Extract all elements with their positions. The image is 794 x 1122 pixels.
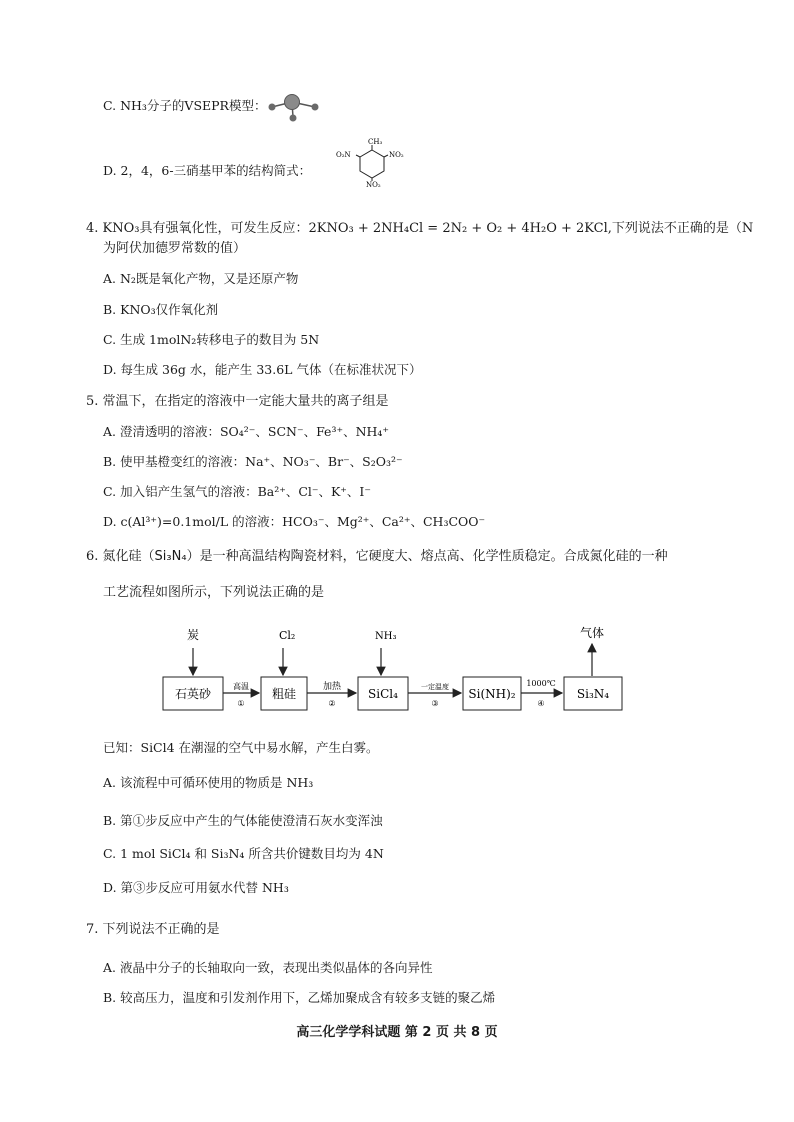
tnt-right-no2-label: NO₂ [389,151,404,159]
q6-option-d: D. 第③步反应可用氨水代替 NH₃ [103,880,289,895]
q5-option-d: D. c(Al³⁺)=0.1mol/L 的溶液：HCO₃⁻、Mg²⁺、Ca²⁺、CH₃COO⁻ [103,514,486,529]
nh3-vsepr-model-icon [264,92,328,126]
q7-stem: 7. 下列说法不正确的是 [86,922,220,937]
flow-input-coal: 炭 [187,628,200,642]
q5-option-b: B. 使甲基橙变红的溶液：Na⁺、NO₃⁻、Br⁻、S₂O₃²⁻ [103,454,403,469]
flow-condition-heat: 加热 [322,682,342,692]
flow-condition-high-temp: 高温 [233,682,249,691]
tnt-left-no2-label: O₂N [336,151,351,159]
flow-box-si-nh2-label: Si(NH)₂ [468,687,516,701]
q4-option-c: C. 生成 1molN₂转移电子的数目为 5N [103,332,320,347]
q4-stem-line1: 4. KNO₃具有强氧化性，可发生反应：2KNO₃ + 2NH₄Cl = 2N₂ + O₂ + 4H₂O + 2KCl,下列说法不正确的是（N [86,221,754,236]
q6-option-a: A. 该流程中可循环使用的物质是 NH₃ [103,775,314,790]
flow-box-sicl4-label: SiCl₄ [368,687,398,701]
flow-box-quartz-label: 石英砂 [174,687,212,701]
tnt-bottom-no2-label: NO₂ [366,181,381,188]
q4-option-d: D. 每生成 36g 水，能产生 33.6L 气体（在标准状况下） [103,362,422,377]
q7-option-a: A. 液晶中分子的长轴取向一致，表现出类似晶体的各向异性 [103,960,433,975]
flow-box-crude-si-label: 粗硅 [271,687,297,701]
q4-stem-line2: 为阿伏加德罗常数的值） [103,241,247,256]
flow-step-3: ③ [431,699,439,708]
flow-condition-1000c: 1000℃ [526,679,556,688]
q5-option-c: C. 加入铝产生氢气的溶液：Ba²⁺、Cl⁻、K⁺、I⁻ [103,484,371,499]
q4-option-b: B. KNO₃仅作氧化剂 [103,302,219,317]
q3-option-c: C. NH₃分子的VSEPR模型： [103,98,267,113]
q6-stem-line2: 工艺流程如图所示，下列说法正确的是 [103,585,325,600]
flow-box-si3n4-label: Si₃N₄ [576,687,610,701]
q3-option-d: D. 2，4，6-三硝基甲苯的结构简式： [103,163,312,178]
q6-formula: Si₃N₄ [154,549,187,564]
q7-option-b: B. 较高压力，温度和引发剂作用下，乙烯加聚成含有较多支链的聚乙烯 [103,990,496,1005]
q5-option-a: A. 澄清透明的溶液：SO₄²⁻、SCN⁻、Fe³⁺、NH₄⁺ [103,424,390,439]
flow-input-nh3: NH₃ [375,631,397,642]
flow-step-4: ④ [537,699,545,708]
q6-number: 6. 氮化硅（ [86,549,155,564]
trinitrotoluene-structure [332,136,412,188]
q6-stem-line1 [86,549,668,565]
flow-step-2: ② [328,699,336,708]
flow-input-cl2: Cl₂ [279,629,296,642]
q6-stem-text: ）是一种高温结构陶瓷材料，它硬度大、熔点高、化学性质稳定。合成氮化硅的一种 [186,549,668,564]
tnt-ch3-label: CH₃ [368,138,383,146]
flow-step-1: ① [237,699,245,708]
q5-stem: 5. 常温下，在指定的溶液中一定能大量共的离子组是 [86,394,389,409]
q6-option-b: B. 第①步反应中产生的气体能使澄清石灰水变浑浊 [103,813,383,828]
page-footer: 高三化学学科试题 第 2 页 共 8 页 [296,1025,498,1040]
q4-option-a: A. N₂既是氧化产物，又是还原产物 [103,271,299,286]
q6-known-note: 已知：SiCl4 在潮湿的空气中易水解，产生白雾。 [103,740,379,755]
process-flow-diagram [150,620,630,720]
q6-option-c: C. 1 mol SiCl₄ 和 Si₃N₄ 所含共价键数目均为 4N [103,846,384,861]
flow-output-gas: 气体 [580,626,605,640]
flow-condition-temp: 一定温度 [421,683,449,691]
